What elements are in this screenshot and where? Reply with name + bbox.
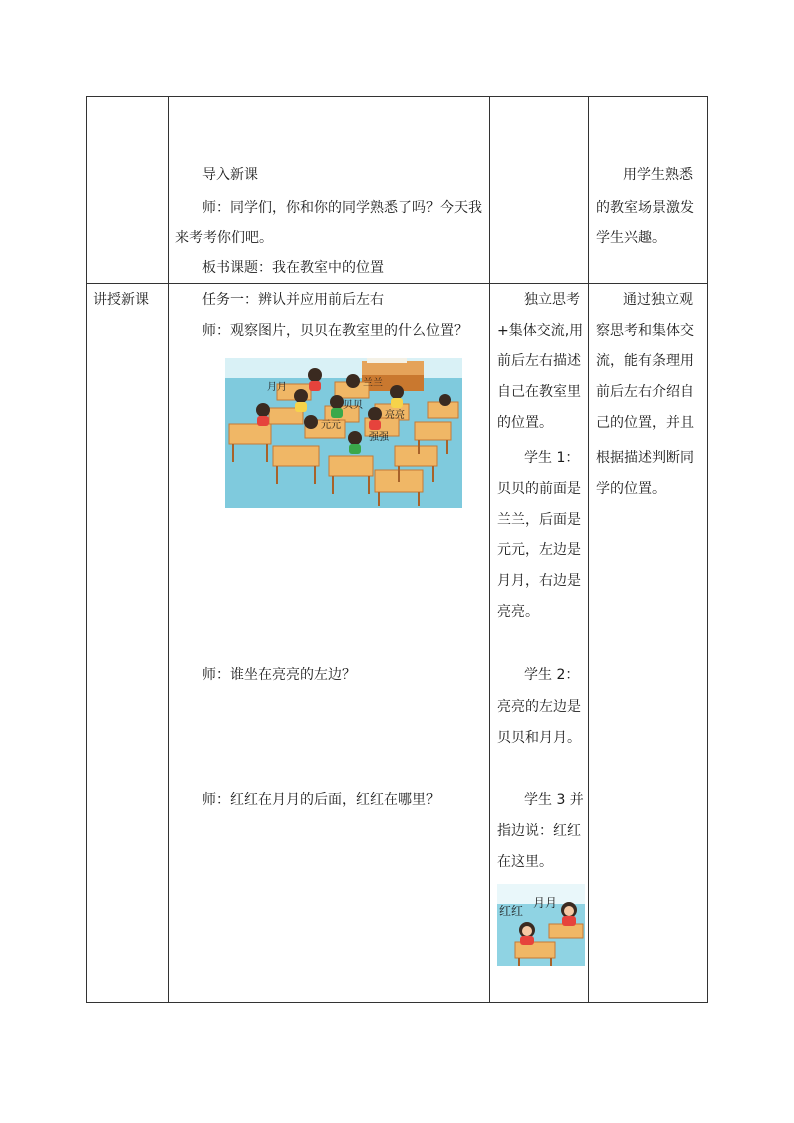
student-activity-line: 兰兰，后面是 — [497, 512, 581, 528]
design-intent-line: 前后左右介绍自 — [596, 384, 694, 400]
student-activity-line: 亮亮的左边是 — [497, 699, 581, 715]
teacher-question: 师：观察图片，贝贝在教室里的什么位置？ — [202, 323, 468, 339]
design-intent-line: 流，能有条理用 — [596, 353, 694, 369]
student-activity-line: 元元，左边是 — [497, 542, 581, 558]
student-activity-line: 月月，右边是 — [497, 573, 581, 589]
classroom-label: 亮亮 — [385, 410, 405, 421]
student-activity-line: 学生 2： — [524, 667, 580, 683]
design-intent-line: 用学生熟悉 — [623, 167, 693, 183]
small-label: 月月 — [533, 896, 558, 910]
table-right-border — [707, 96, 708, 1003]
table-top-border — [86, 96, 708, 97]
student-activity-line: 贝贝的前面是 — [497, 481, 581, 497]
design-intent-line: 察思考和集体交 — [596, 323, 694, 339]
intro-heading: 导入新课 — [202, 167, 258, 183]
student-activity-line: 指边说：红红 — [497, 823, 581, 839]
teacher-question-line1: 师：同学们，你和你的同学熟悉了吗？今天我 — [202, 200, 482, 216]
student-activity-line: 独立思考 — [524, 292, 580, 308]
student-activity-line: 学生 1： — [524, 450, 580, 466]
column-divider-2 — [489, 96, 490, 1003]
classroom-illustration — [225, 358, 462, 508]
board-title: 板书课题：我在教室中的位置 — [202, 260, 384, 276]
student-activity-line: 的位置。 — [497, 415, 553, 431]
student-activity-line: 学生 3 并 — [524, 792, 584, 808]
student-activity-line: 前后左右描述 — [497, 353, 581, 369]
student-activity-line: 亮亮。 — [497, 604, 539, 620]
student-activity-line: 贝贝和月月。 — [497, 730, 581, 746]
design-intent-line: 学的位置。 — [596, 481, 666, 497]
design-intent-line: 根据描述判断同 — [596, 450, 694, 466]
student-activity-line: 自己在教室里 — [497, 384, 581, 400]
column-divider-1 — [168, 96, 169, 1003]
classroom-label: 贝贝 — [343, 400, 363, 411]
student-activity-line: 在这里。 — [497, 854, 553, 870]
section-label: 讲授新课 — [93, 292, 149, 308]
red-red-illustration — [497, 884, 585, 966]
design-intent-line: 己的位置，并且 — [596, 415, 694, 431]
small-label: 红红 — [499, 904, 524, 918]
classroom-label: 强强 — [369, 432, 389, 443]
column-divider-3 — [588, 96, 589, 1003]
task-heading: 任务一：辨认并应用前后左右 — [202, 292, 384, 308]
table-bottom-border — [86, 1002, 708, 1003]
design-intent-line: 通过独立观 — [623, 292, 693, 308]
teacher-question: 师：红红在月月的后面，红红在哪里？ — [202, 792, 440, 808]
design-intent-line: 的教室场景激发 — [596, 200, 694, 216]
classroom-label: 元元 — [321, 420, 341, 431]
teacher-question: 师：谁坐在亮亮的左边？ — [202, 667, 356, 683]
student-activity-line: +集体交流,用 — [497, 323, 584, 339]
row-divider — [86, 283, 708, 284]
classroom-label: 月月 — [267, 382, 287, 393]
table-left-border — [86, 96, 87, 1003]
teacher-question-line2: 来考考你们吧。 — [175, 230, 273, 246]
classroom-label: 兰兰 — [363, 378, 383, 389]
design-intent-line: 学生兴趣。 — [596, 230, 666, 246]
